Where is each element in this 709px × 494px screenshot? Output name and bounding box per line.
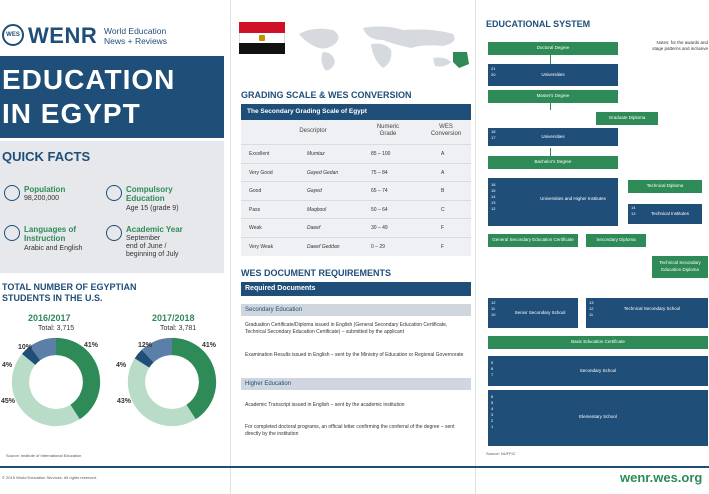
secondary-diploma-box: Secondary Diploma xyxy=(586,234,646,247)
egypt-highlight xyxy=(453,52,469,68)
bachelors-degree-box: Bachelor's Degree xyxy=(488,156,618,169)
quick-facts-heading: QUICK FACTS xyxy=(2,149,91,164)
speech-icon xyxy=(4,225,20,241)
required-documents-header: Required Documents xyxy=(241,282,471,296)
graduate-diploma-box: Graduate Diploma xyxy=(596,112,658,125)
middle-column xyxy=(233,0,473,494)
secondary-education-header: Secondary Education xyxy=(241,304,471,316)
logo-name: WENR xyxy=(28,23,98,48)
right-column xyxy=(478,0,709,494)
wes-conversion: F xyxy=(441,243,445,250)
site-url[interactable]: wenr.wes.org xyxy=(620,470,703,485)
donut-slice xyxy=(56,338,100,419)
table-row xyxy=(241,144,471,162)
document-item: Examination Results issued in English – sent by the Ministry of Education or Regional Governorate xyxy=(245,352,464,358)
people-icon xyxy=(4,185,20,201)
wes-conversion: A xyxy=(441,151,445,157)
technical-diploma-box: Technical Diploma xyxy=(628,180,702,193)
masters-degree-box: Master's Degree xyxy=(488,90,618,103)
grade-descriptor: Very Weak xyxy=(249,243,274,250)
wes-logo-mark: WES xyxy=(2,24,24,46)
total-2016: Total: 3,715 xyxy=(38,325,75,332)
universities-box: Universities 21 20 xyxy=(488,64,618,86)
slice-label: 45% xyxy=(1,398,16,405)
table-row xyxy=(241,163,471,181)
slice-label: 4% xyxy=(2,362,13,369)
wenr-logo[interactable] xyxy=(0,22,228,48)
grade-descriptor: Excellent xyxy=(249,151,270,157)
numeric-grade: 30 – 49 xyxy=(371,225,388,231)
donut-slice xyxy=(128,358,196,426)
senior-secondary-box: Senior Secondary School 12 11 10 xyxy=(488,298,578,328)
slice-label: 41% xyxy=(84,342,99,349)
column-header: Descriptor xyxy=(299,128,327,134)
donut-slice xyxy=(12,354,80,426)
world-map-icon xyxy=(293,20,471,76)
documents-panel xyxy=(241,282,471,452)
tsec-box: Technical Secondary Education Diploma xyxy=(652,256,708,278)
numeric-grade: 75 – 84 xyxy=(371,169,388,176)
table-row xyxy=(241,200,471,218)
source-note: Source: NUFFIC xyxy=(486,451,516,456)
numeric-grade: 0 – 29 xyxy=(371,243,385,250)
secondary-school-box: Secondary School 9 8 7 xyxy=(488,356,708,386)
page-title: EDUCATION IN EGYPT xyxy=(0,56,224,138)
logo-subtitle: World Education News + Reviews xyxy=(104,26,168,46)
slice-label: 4% xyxy=(116,362,127,369)
source-note: Source: Institute of International Education xyxy=(6,453,82,458)
technical-secondary-box: Technical Secondary School 13 12 11 xyxy=(586,298,708,328)
school-icon xyxy=(106,185,122,201)
documents-heading: WES DOCUMENT REQUIREMENTS xyxy=(241,268,392,278)
document-item: Academic Transcript issued in English – sent by the academic institution xyxy=(245,402,405,408)
year-label-2017: 2017/2018 xyxy=(152,313,195,323)
grade-descriptor-arabic: Gayed xyxy=(307,188,322,194)
wes-conversion: A xyxy=(441,169,445,176)
students-heading: TOTAL NUMBER OF EGYPTIAN STUDENTS IN THE U.S. xyxy=(2,282,137,303)
left-column xyxy=(0,0,228,494)
elementary-school-box: Elementary School 6 5 4 3 2 1 xyxy=(488,390,708,446)
table-title: The Secondary Grading Scale of Egypt xyxy=(241,104,471,120)
grade-descriptor: Pass xyxy=(249,206,261,213)
table-row xyxy=(241,237,471,255)
table-row xyxy=(241,218,471,236)
egypt-flag-icon xyxy=(239,22,285,54)
grade-descriptor-arabic: Daeef xyxy=(307,225,321,231)
slice-label: 10% xyxy=(18,344,33,351)
basic-education-certificate-box: Basic Education Certificate xyxy=(488,336,708,349)
year-label-2016: 2016/2017 xyxy=(28,313,71,323)
calendar-icon xyxy=(106,225,122,241)
numeric-grade: 50 – 64 xyxy=(371,206,388,213)
quick-facts-panel: QUICK FACTS Population 98,200,000 Compulsory Education Age 15 (grade 9) Languages of Instruction Arabic and English Academic Year September end of June / beginning of July xyxy=(0,141,224,273)
document-item: For completed doctoral programs, an official letter confirming the conferral of the degree – sent directly by the institution xyxy=(245,424,455,437)
slice-label: 12% xyxy=(138,342,153,349)
notes: Notes: for the awards and stage patterns and inclusive xyxy=(652,40,708,51)
grade-descriptor: Very Good xyxy=(249,169,273,176)
column-header: Numeric Grade xyxy=(376,124,400,137)
total-2017: Total: 3,781 xyxy=(160,325,197,332)
grade-descriptor-arabic: Daeef Geddan xyxy=(307,243,340,250)
wes-conversion: C xyxy=(441,206,445,213)
wes-conversion: F xyxy=(441,225,445,231)
slice-label: 41% xyxy=(202,342,217,349)
doctoral-degree-box: Doctoral Degree xyxy=(488,42,618,55)
grade-descriptor: Weak xyxy=(249,225,262,231)
document-item: Graduation Certificate/Diploma issued in English (General Secondary Education Certificate, Technical Secondary Education Certificate) – submitted by the applicant xyxy=(245,322,448,335)
universities-higher-institutes-box: Universities and Higher Institutes 16 15 14 13 12 xyxy=(488,178,618,226)
grade-descriptor-arabic: Mumtaz xyxy=(307,151,325,157)
technical-institutes-box: Technical Institutes 14 13 xyxy=(628,204,702,224)
higher-education-header: Higher Education xyxy=(241,378,471,390)
grading-table xyxy=(241,104,471,256)
table-row xyxy=(241,181,471,199)
wes-conversion: B xyxy=(441,188,445,194)
numeric-grade: 65 – 74 xyxy=(371,188,388,194)
footer-rule xyxy=(0,466,709,468)
grading-heading: GRADING SCALE & WES CONVERSION xyxy=(241,90,412,100)
universities-box-2: Universities 18 17 xyxy=(488,128,618,146)
column-header: WES Conversion xyxy=(430,124,462,137)
gsec-box: General Secondary Education Certificate xyxy=(488,234,578,247)
grade-descriptor-arabic: Gayed Gedan xyxy=(307,169,339,176)
slice-label: 43% xyxy=(117,398,132,405)
copyright: © 2019 World Education Services. All rights reserved. xyxy=(2,475,97,480)
educational-system-heading: EDUCATIONAL SYSTEM xyxy=(486,19,591,29)
grade-descriptor-arabic: Maqbool xyxy=(307,206,327,213)
donut-slice xyxy=(172,338,216,419)
numeric-grade: 85 – 100 xyxy=(371,151,391,157)
grade-descriptor: Good xyxy=(249,188,262,194)
